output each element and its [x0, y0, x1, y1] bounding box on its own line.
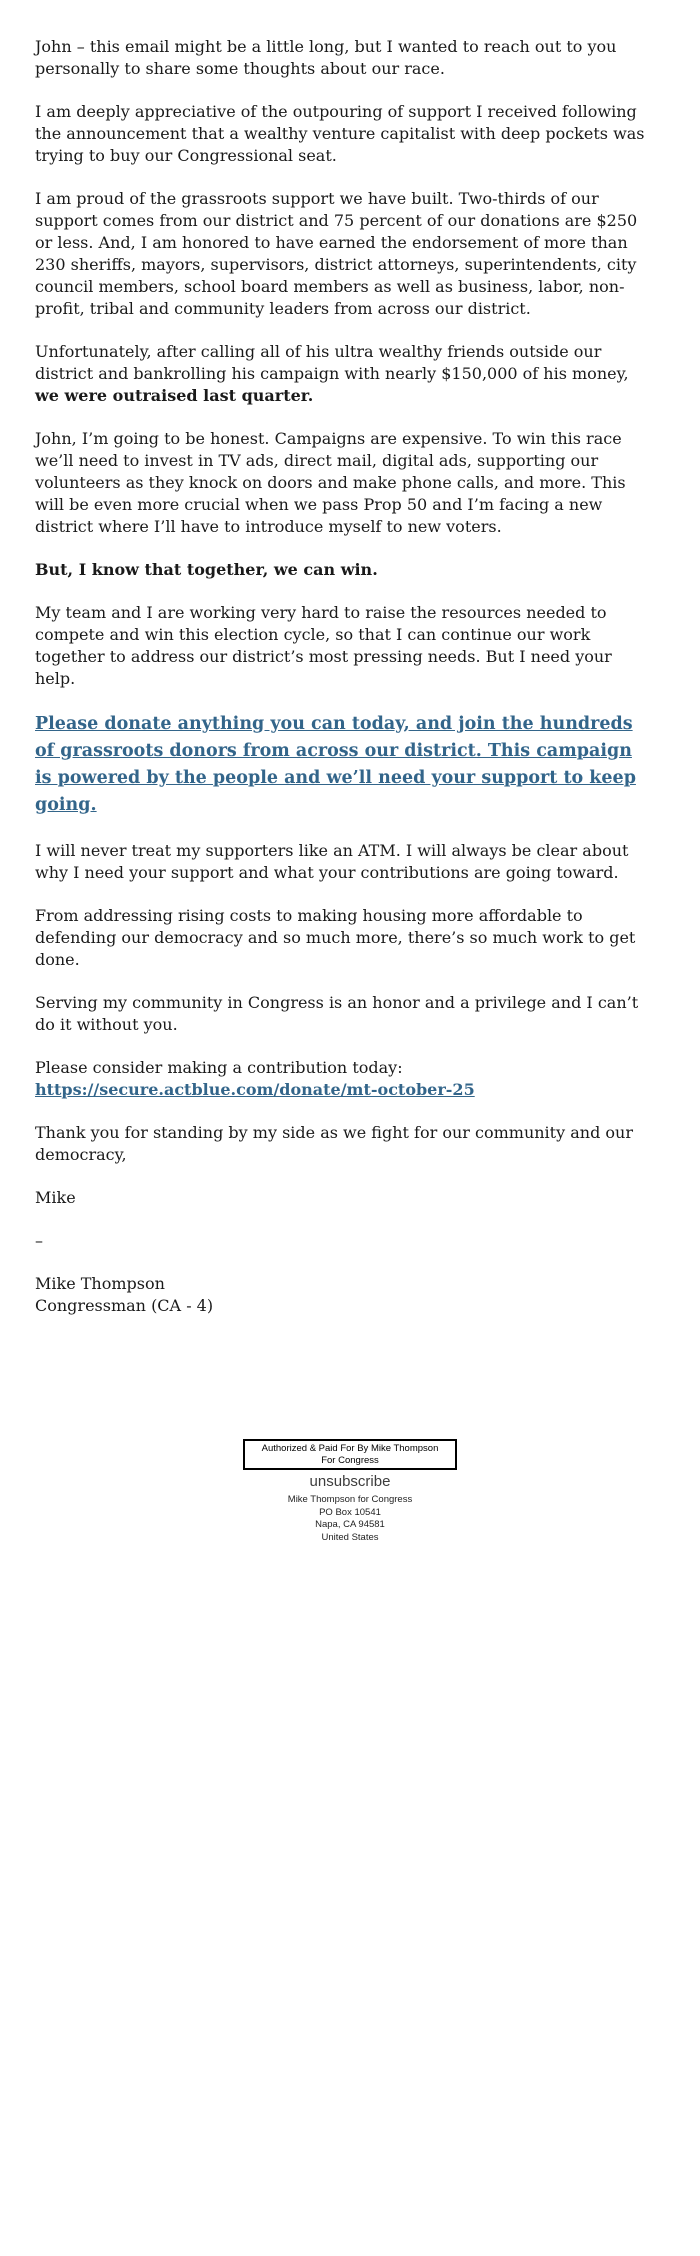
address-org: Mike Thompson for Congress — [287, 1494, 413, 1505]
signature-block — [35, 1273, 645, 1317]
team-working-paragraph: My team and I are working very hard to raise the resources needed to compete and win this election cycle, so that I can continue our work together to address our district’s most pressing needs. But I need your help. — [35, 603, 612, 688]
outraised-text: Unfortunately, after calling all of his ultra wealthy friends outside our district and bankrolling his campaign with nearly $150,000 of his money, — [35, 342, 629, 383]
campaign-costs-paragraph: John, I’m going to be honest. Campaigns are expensive. To win this race we’ll need to invest in TV ads, direct mail, digital ads, supporting our volunteers as they knock on doors and make phone calls, and more. This will be even more crucial when we pass Prop 50 and I’m facing a new district where I’ll have to introduce myself to new voters. — [35, 429, 626, 536]
address-country: United States — [321, 1531, 379, 1543]
support-paragraph: I am deeply appreciative of the outpouring of support I received following the announcement that a wealthy venture capitalist with deep pockets was trying to buy our Congressional seat. — [35, 102, 645, 165]
signature-title: Congressman (CA - 4) — [35, 1296, 214, 1315]
disclaimer-box — [243, 1439, 457, 1470]
unsubscribe-link[interactable]: unsubscribe — [309, 1473, 391, 1490]
atm-paragraph: I will never treat my supporters like an ATM. I will always be clear about why I need your support and what your contributions are going toward. — [35, 841, 629, 882]
signature-name: Mike Thompson — [35, 1274, 165, 1293]
email-footer — [0, 1439, 700, 1544]
together-we-win-paragraph: But, I know that together, we can win. — [35, 560, 378, 579]
contribution-intro-text: Please consider making a contribution today: — [35, 1058, 403, 1077]
donate-link[interactable]: Please donate anything you can today, and join the hundreds of grassroots donors from across our district. This campaign is powered by the people and we’ll need your support to keep going. — [35, 714, 636, 815]
contribution-paragraph — [35, 1057, 645, 1101]
grassroots-paragraph: I am proud of the grassroots support we have built. Two-thirds of our support comes from our district and 75 percent of our donations are $250 or less. And, I am honored to have earned the endorsement of more than 230 sheriffs, mayors, supervisors, district attorneys, superintendents, city council members, school board members as well as business, labor, non-profit, tribal and community leaders from across our district. — [35, 189, 638, 318]
outraised-bold-text: we were outraised last quarter. — [35, 386, 314, 405]
issues-paragraph: From addressing rising costs to making housing more affordable to defending our democracy and so much more, there’s so much work to get done. — [35, 906, 636, 969]
address-city: Napa, CA 94581 — [315, 1519, 385, 1530]
disclaimer-line1: Authorized & Paid For By Mike Thompson — [261, 1443, 439, 1454]
address-pobox: PO Box 10541 — [319, 1506, 381, 1518]
donate-cta-paragraph — [35, 711, 645, 819]
thanks-paragraph: Thank you for standing by my side as we fight for our community and our democracy, — [35, 1123, 633, 1164]
serving-paragraph: Serving my community in Congress is an honor and a privilege and I can’t do it without you. — [35, 993, 639, 1034]
signature-separator: – — [35, 1231, 43, 1250]
unsubscribe-row — [0, 1473, 700, 1491]
signoff-name: Mike — [35, 1188, 76, 1207]
footer-address — [0, 1494, 700, 1544]
actblue-link[interactable]: https://secure.actblue.com/donate/mt-october-25 — [35, 1080, 475, 1099]
greeting-paragraph: John – this email might be a little long, but I wanted to reach out to you personally to share some thoughts about our race. — [35, 37, 617, 78]
disclaimer-line2: For Congress — [321, 1454, 379, 1466]
outraised-paragraph — [35, 341, 645, 407]
